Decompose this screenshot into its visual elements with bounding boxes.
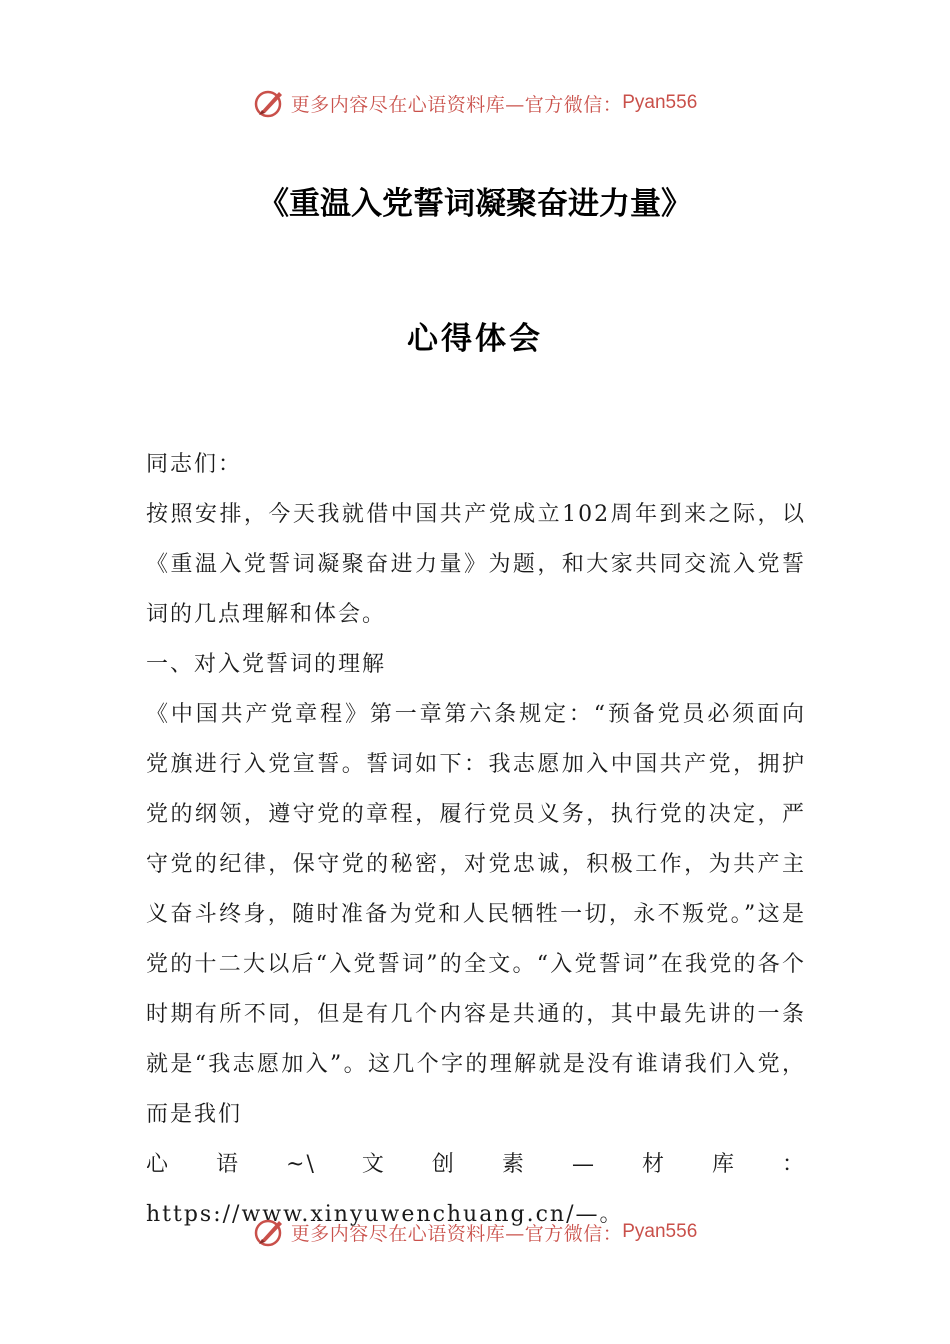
- salutation: 同志们：: [146, 452, 243, 477]
- document-title: 《重温入党誓词凝聚奋进力量》: [258, 186, 692, 222]
- watermark-wechat: Pyan556: [622, 1221, 698, 1242]
- intro-paragraph: 按照安排，今天我就借中国共产党成立102周年到来之际，以《重温入党誓词凝聚奋进力量》为题，和大家共同交流入党誓词的几点理解和体会。: [146, 502, 806, 627]
- source-line: 心语~\文创素—材库：https://www.xinyuwenchuang.cn/—。: [146, 1152, 806, 1227]
- document-body: [146, 440, 806, 1240]
- quill-logo-icon: [253, 86, 287, 120]
- watermark-text: 更多内容尽在心语资料库—官方微信：: [290, 93, 623, 116]
- header-watermark: [0, 83, 950, 123]
- oath-paragraph: 《中国共产党章程》第一章第六条规定：“预备党员必须面向党旗进行入党宣誓。誓词如下：我志愿加入中国共产党，拥护党的纲领，遵守党的章程，履行党员义务，执行党的决定，严守党的纪律，保守党的秘密，对党忠诚，积极工作，为共产主义奋斗终身，随时准备为党和人民牺牲一切，永不叛党。”这是党的十二大以后“入党誓词”的全文。“入党誓词”在我党的各个时期有所不同，但是有几个内容是共通的，其中最先讲的一条就是“我志愿加入”。这几个字的理解就是没有谁请我们入党，而是我们: [146, 702, 806, 1127]
- footer-watermark: [0, 1212, 950, 1252]
- watermark-text: 更多内容尽在心语资料库—官方微信：: [290, 1222, 623, 1245]
- watermark-wechat: Pyan556: [622, 92, 698, 113]
- section-heading: 一、对入党誓词的理解: [146, 652, 387, 677]
- quill-logo-icon: [253, 1215, 287, 1249]
- document-subtitle: 心得体会: [407, 321, 543, 357]
